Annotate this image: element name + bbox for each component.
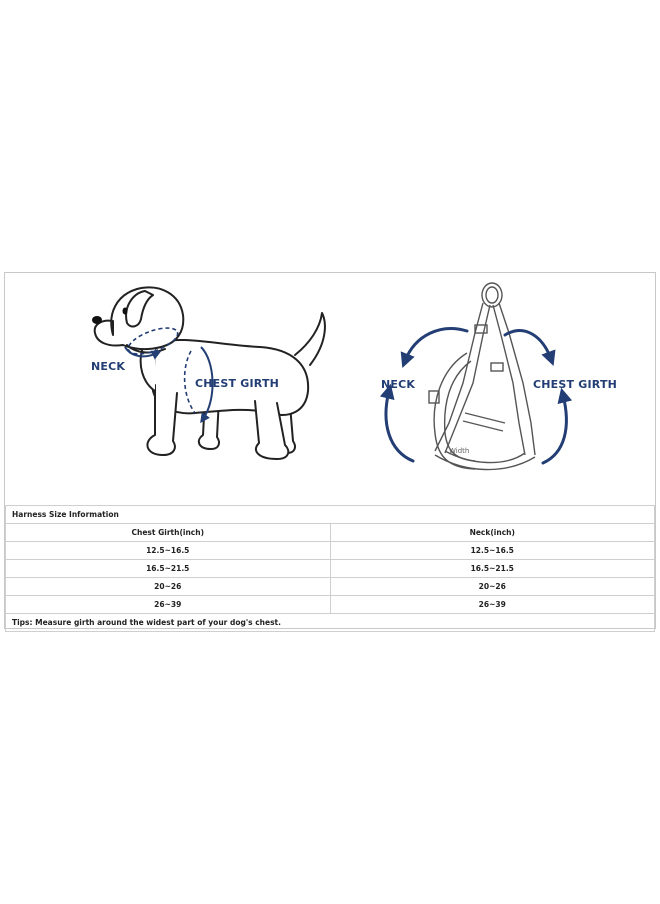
table-header-row bbox=[6, 524, 655, 542]
harness-neck-arrow-bottom bbox=[386, 391, 413, 461]
table-title-row bbox=[6, 506, 655, 524]
neck-cell: 16.5~21.5 bbox=[330, 560, 655, 578]
harness-neck-arrow-top bbox=[405, 329, 467, 361]
dog-chest-girth-label: CHEST GIRTH bbox=[195, 377, 280, 390]
table-row bbox=[6, 542, 655, 560]
table-row bbox=[6, 560, 655, 578]
header-chest-girth: Chest Girth(inch) bbox=[6, 524, 331, 542]
chest-girth-cell: 26~39 bbox=[6, 596, 331, 614]
table-row bbox=[6, 578, 655, 596]
neck-cell: 26~39 bbox=[330, 596, 655, 614]
harness-chest-arrow-bottom bbox=[543, 395, 566, 463]
table-tips-row bbox=[6, 614, 655, 632]
dog-nose bbox=[92, 316, 102, 324]
dog-drawing bbox=[95, 287, 325, 459]
dog-neck-label: NECK bbox=[91, 360, 126, 373]
dog-eye bbox=[123, 308, 128, 315]
chest-girth-cell: 12.5~16.5 bbox=[6, 542, 331, 560]
harness-neck-label: NECK bbox=[381, 378, 416, 391]
table-title: Harness Size Information bbox=[6, 506, 655, 524]
harness-chest-girth-label: CHEST GIRTH bbox=[533, 378, 618, 391]
measure-tips: Tips: Measure girth around the widest part of your dog's chest. bbox=[6, 614, 655, 632]
harness-width-label: Width bbox=[449, 447, 470, 455]
harness-size-table bbox=[5, 505, 655, 632]
size-chart-panel bbox=[4, 272, 656, 629]
harness-drawing bbox=[429, 283, 535, 470]
neck-cell: 20~26 bbox=[330, 578, 655, 596]
chest-girth-cell: 20~26 bbox=[6, 578, 331, 596]
measurement-illustration bbox=[5, 273, 655, 505]
table-row bbox=[6, 596, 655, 614]
neck-cell: 12.5~16.5 bbox=[330, 542, 655, 560]
header-neck: Neck(inch) bbox=[330, 524, 655, 542]
chest-girth-cell: 16.5~21.5 bbox=[6, 560, 331, 578]
